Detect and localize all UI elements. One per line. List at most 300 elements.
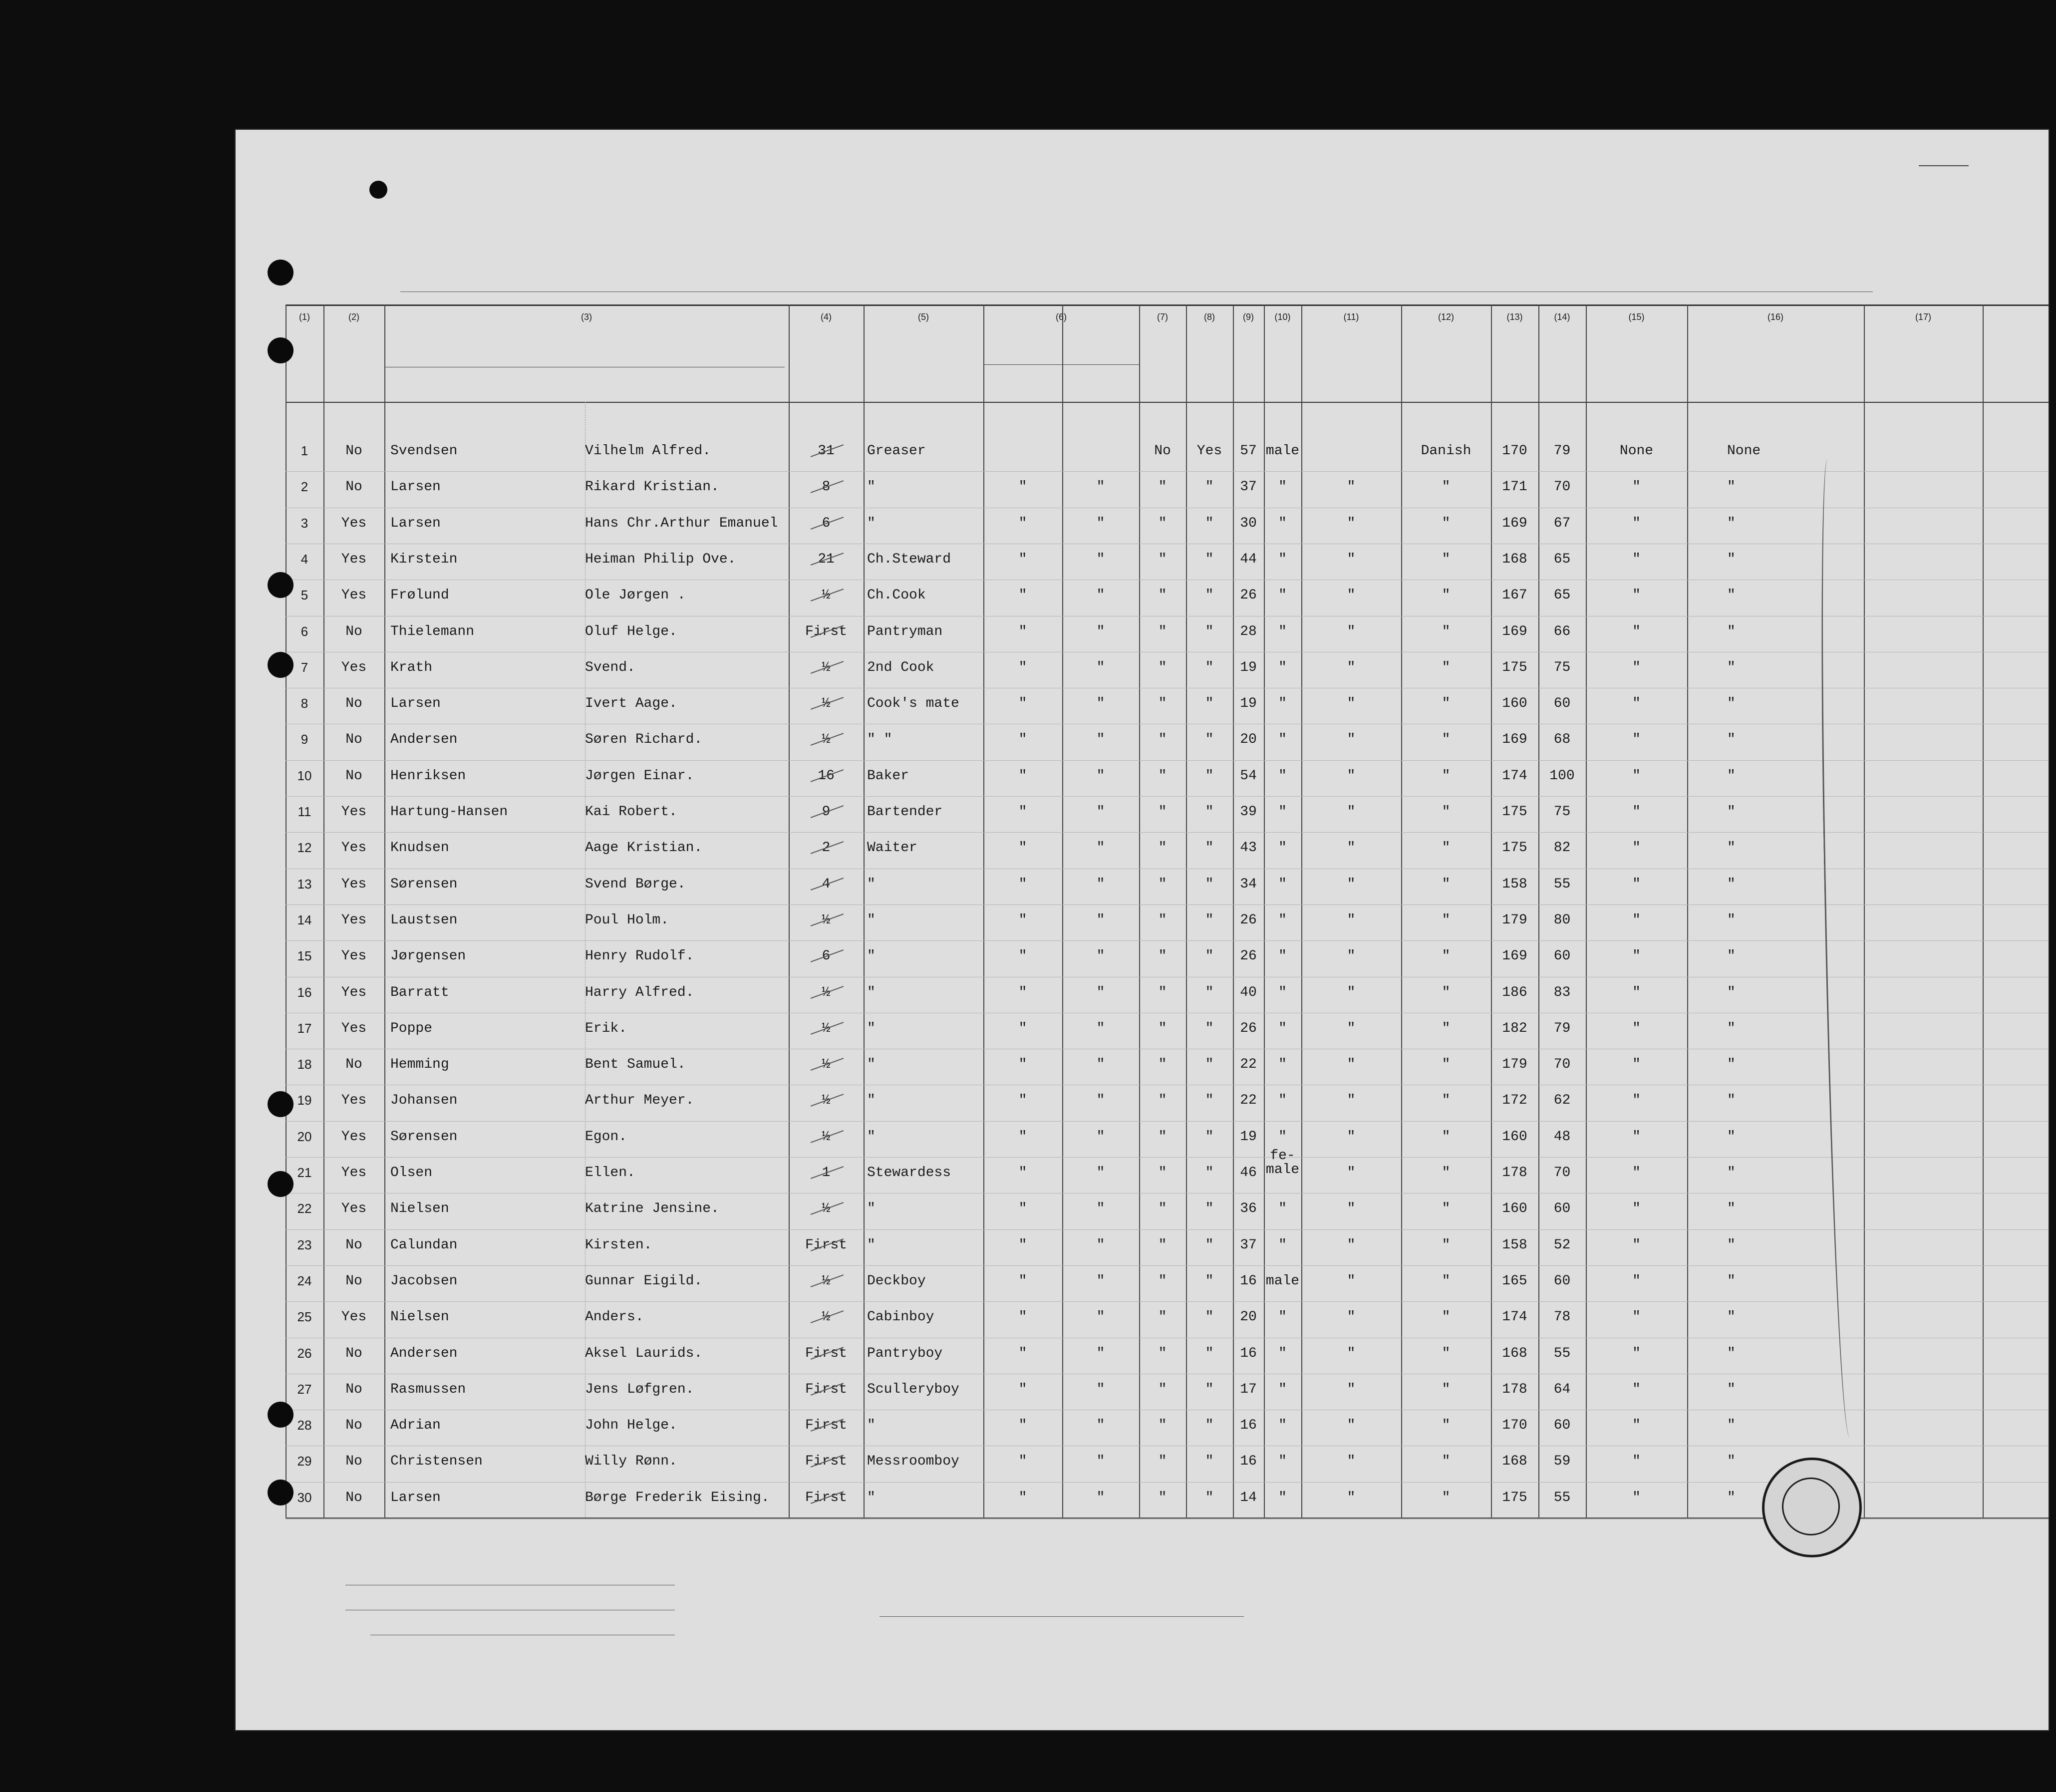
nationality-cell: " bbox=[1442, 1129, 1451, 1145]
shipped-where-cell: " bbox=[1096, 1129, 1105, 1145]
position-cell: Cabinboy bbox=[867, 1309, 934, 1325]
column-number: (11) bbox=[1343, 312, 1359, 322]
column-number: (8) bbox=[1204, 312, 1215, 322]
race-cell: " bbox=[1347, 515, 1356, 531]
nationality-cell: " bbox=[1442, 623, 1451, 639]
table-row bbox=[236, 512, 2049, 548]
race-cell: " bbox=[1347, 1237, 1356, 1253]
last-voyage-cell: No bbox=[345, 696, 362, 712]
family-name-cell: Andersen bbox=[390, 1345, 458, 1361]
row-number: 27 bbox=[297, 1381, 312, 1397]
service-cell: ½ bbox=[822, 732, 831, 748]
given-name-cell: Ellen. bbox=[585, 1165, 635, 1181]
able-to-read-cell: " bbox=[1205, 1057, 1214, 1073]
height-cell: 174 bbox=[1502, 768, 1527, 784]
race-cell: " bbox=[1347, 948, 1356, 964]
given-name-cell: Erik. bbox=[585, 1020, 627, 1036]
column-number: (2) bbox=[348, 312, 359, 322]
last-voyage-cell: No bbox=[345, 1381, 362, 1397]
row-number: 15 bbox=[297, 948, 312, 964]
able-to-read-cell: " bbox=[1205, 912, 1214, 928]
sex-cell: fe-male bbox=[1265, 1148, 1300, 1178]
sex-cell: " bbox=[1278, 1201, 1287, 1217]
remarks-cell: " bbox=[1727, 551, 1736, 567]
height-cell: 179 bbox=[1502, 912, 1527, 928]
table-row bbox=[236, 548, 2049, 584]
remarks-cell: " bbox=[1727, 1129, 1736, 1145]
weight-cell: 70 bbox=[1553, 1165, 1571, 1181]
given-name-cell: Arthur Meyer. bbox=[585, 1093, 694, 1109]
row-number: 18 bbox=[297, 1057, 312, 1072]
shipped-where-cell: " bbox=[1096, 1490, 1105, 1505]
weight-cell: 79 bbox=[1553, 443, 1571, 459]
given-name-cell: Søren Richard. bbox=[585, 732, 703, 748]
able-to-read-cell: " bbox=[1205, 479, 1214, 495]
sex-cell: " bbox=[1278, 1129, 1287, 1145]
table-row bbox=[236, 981, 2049, 1017]
able-to-read-cell: " bbox=[1205, 1093, 1214, 1109]
age-cell: 44 bbox=[1240, 551, 1257, 567]
able-to-read-cell: " bbox=[1205, 1418, 1214, 1434]
nationality-cell: " bbox=[1442, 912, 1451, 928]
discharged-cell: " bbox=[1158, 1093, 1167, 1109]
physical-marks-cell: " bbox=[1632, 1093, 1641, 1109]
shipped-where-cell: " bbox=[1096, 1165, 1105, 1181]
given-name-cell: Aksel Laurids. bbox=[585, 1345, 703, 1361]
sex-cell: " bbox=[1278, 1020, 1287, 1036]
last-voyage-cell: No bbox=[345, 623, 362, 639]
able-to-read-cell: " bbox=[1205, 1490, 1214, 1505]
discharged-cell: " bbox=[1158, 479, 1167, 495]
last-voyage-cell: No bbox=[345, 1418, 362, 1434]
discharged-cell: " bbox=[1158, 912, 1167, 928]
shipped-where-cell: " bbox=[1096, 1418, 1105, 1434]
last-voyage-cell: Yes bbox=[341, 948, 367, 964]
nationality-cell: " bbox=[1442, 876, 1451, 892]
row-number: 23 bbox=[297, 1237, 312, 1252]
weight-cell: 64 bbox=[1553, 1381, 1571, 1397]
discharged-cell: " bbox=[1158, 840, 1167, 856]
race-cell: " bbox=[1347, 876, 1356, 892]
height-cell: 160 bbox=[1502, 1201, 1527, 1217]
discharged-cell: " bbox=[1158, 804, 1167, 820]
sex-cell: " bbox=[1278, 1381, 1287, 1397]
nationality-cell: " bbox=[1442, 1093, 1451, 1109]
height-cell: 175 bbox=[1502, 659, 1527, 675]
height-cell: 170 bbox=[1502, 443, 1527, 459]
shipped-subheader-rule bbox=[984, 364, 1139, 365]
height-cell: 158 bbox=[1502, 1237, 1527, 1253]
remarks-cell: " bbox=[1727, 1237, 1736, 1253]
weight-cell: 60 bbox=[1553, 696, 1571, 712]
shipped-where-cell: " bbox=[1096, 1237, 1105, 1253]
position-cell: " " bbox=[867, 732, 892, 748]
shipped-where-cell: " bbox=[1096, 876, 1105, 892]
column-number: (5) bbox=[918, 312, 929, 322]
physical-marks-cell: " bbox=[1632, 1454, 1641, 1470]
able-to-read-cell: " bbox=[1205, 1129, 1214, 1145]
sheet-number bbox=[1919, 155, 1969, 170]
age-cell: 14 bbox=[1240, 1490, 1257, 1505]
height-cell: 169 bbox=[1502, 623, 1527, 639]
age-cell: 40 bbox=[1240, 984, 1257, 1000]
remarks-cell: " bbox=[1727, 623, 1736, 639]
remarks-cell: None bbox=[1727, 443, 1761, 459]
remarks-cell: " bbox=[1727, 804, 1736, 820]
physical-marks-cell: " bbox=[1632, 1381, 1641, 1397]
table-row bbox=[236, 439, 2049, 475]
shipped-when-cell: " bbox=[1018, 479, 1027, 495]
row-number: 26 bbox=[297, 1345, 312, 1361]
nationality-cell: " bbox=[1442, 1201, 1451, 1217]
family-name-cell: Henriksen bbox=[390, 768, 466, 784]
last-voyage-cell: No bbox=[345, 1490, 362, 1505]
physical-marks-cell: " bbox=[1632, 1237, 1641, 1253]
sex-cell: male bbox=[1265, 443, 1300, 459]
height-cell: 174 bbox=[1502, 1309, 1527, 1325]
row-number: 2 bbox=[300, 479, 308, 495]
race-cell: " bbox=[1347, 1057, 1356, 1073]
weight-cell: 60 bbox=[1553, 1273, 1571, 1289]
race-cell: " bbox=[1347, 479, 1356, 495]
sex-cell: " bbox=[1278, 1490, 1287, 1505]
height-cell: 171 bbox=[1502, 479, 1527, 495]
given-name-cell: Ivert Aage. bbox=[585, 696, 677, 712]
row-number: 5 bbox=[300, 588, 308, 603]
able-to-read-cell: " bbox=[1205, 1309, 1214, 1325]
shipped-where-cell: " bbox=[1096, 984, 1105, 1000]
race-cell: " bbox=[1347, 588, 1356, 603]
discharged-cell: " bbox=[1158, 1273, 1167, 1289]
service-cell: First bbox=[805, 1381, 847, 1397]
age-cell: 34 bbox=[1240, 876, 1257, 892]
given-name-cell: Kai Robert. bbox=[585, 804, 677, 820]
last-voyage-cell: No bbox=[345, 1057, 362, 1073]
given-name-cell: Jørgen Einar. bbox=[585, 768, 694, 784]
nationality-cell: " bbox=[1442, 696, 1451, 712]
header-bottom-rule bbox=[286, 402, 2049, 403]
given-name-cell: Gunnar Eigild. bbox=[585, 1273, 703, 1289]
shipped-when-cell: " bbox=[1018, 768, 1027, 784]
service-cell: ½ bbox=[822, 1093, 831, 1109]
sex-cell: " bbox=[1278, 623, 1287, 639]
table-row bbox=[236, 873, 2049, 908]
able-to-read-cell: " bbox=[1205, 1201, 1214, 1217]
last-voyage-cell: Yes bbox=[341, 876, 367, 892]
table-row bbox=[236, 1053, 2049, 1089]
discharged-cell: " bbox=[1158, 1165, 1167, 1181]
shipped-where-cell: " bbox=[1096, 515, 1105, 531]
discharged-cell: " bbox=[1158, 588, 1167, 603]
shipped-where-cell: " bbox=[1096, 1093, 1105, 1109]
column-number: (13) bbox=[1506, 312, 1523, 322]
shipped-when-cell: " bbox=[1018, 623, 1027, 639]
row-number: 28 bbox=[297, 1418, 312, 1433]
age-cell: 16 bbox=[1240, 1345, 1257, 1361]
age-cell: 26 bbox=[1240, 1020, 1257, 1036]
sex-cell: " bbox=[1278, 696, 1287, 712]
sex-cell: " bbox=[1278, 1345, 1287, 1361]
nationality-cell: " bbox=[1442, 1165, 1451, 1181]
weight-cell: 55 bbox=[1553, 1345, 1571, 1361]
binder-hole bbox=[268, 652, 294, 678]
physical-marks-cell: " bbox=[1632, 1165, 1641, 1181]
family-name-cell: Sørensen bbox=[390, 876, 458, 892]
given-name-cell: Aage Kristian. bbox=[585, 840, 703, 856]
nationality-cell: " bbox=[1442, 984, 1451, 1000]
remarks-cell: " bbox=[1727, 1273, 1736, 1289]
remarks-cell: " bbox=[1727, 948, 1736, 964]
sex-cell: male bbox=[1265, 1273, 1300, 1289]
age-cell: 17 bbox=[1240, 1381, 1257, 1397]
age-cell: 22 bbox=[1240, 1093, 1257, 1109]
position-cell: " bbox=[867, 1020, 876, 1036]
sex-cell: " bbox=[1278, 1237, 1287, 1253]
nationality-cell: " bbox=[1442, 1454, 1451, 1470]
nationality-cell: Danish bbox=[1421, 443, 1471, 459]
last-voyage-cell: No bbox=[345, 732, 362, 748]
binder-hole bbox=[268, 572, 294, 598]
table-row bbox=[236, 1017, 2049, 1053]
manifest-sheet bbox=[236, 130, 2049, 1730]
service-cell: First bbox=[805, 1237, 847, 1253]
service-cell: First bbox=[805, 1418, 847, 1434]
position-cell: " bbox=[867, 1093, 876, 1109]
age-cell: 16 bbox=[1240, 1273, 1257, 1289]
discharged-cell: " bbox=[1158, 1237, 1167, 1253]
remarks-cell: " bbox=[1727, 984, 1736, 1000]
shipped-when-cell: " bbox=[1018, 1201, 1027, 1217]
shipped-where-cell: " bbox=[1096, 623, 1105, 639]
column-number: (6) bbox=[1056, 312, 1067, 322]
remarks-cell: " bbox=[1727, 659, 1736, 675]
row-number: 14 bbox=[297, 912, 312, 927]
shipped-where-cell: " bbox=[1096, 768, 1105, 784]
race-cell: " bbox=[1347, 1381, 1356, 1397]
position-cell: Pantryboy bbox=[867, 1345, 943, 1361]
height-cell: 168 bbox=[1502, 1345, 1527, 1361]
shipped-where-cell: " bbox=[1096, 696, 1105, 712]
last-voyage-cell: No bbox=[345, 1345, 362, 1361]
sex-cell: " bbox=[1278, 804, 1287, 820]
last-voyage-cell: Yes bbox=[341, 804, 367, 820]
row-number: 7 bbox=[300, 659, 308, 675]
binder-hole bbox=[268, 1480, 294, 1505]
shipped-where-cell: " bbox=[1096, 948, 1105, 964]
shipped-when-cell: " bbox=[1018, 588, 1027, 603]
weight-cell: 62 bbox=[1553, 1093, 1571, 1109]
height-cell: 178 bbox=[1502, 1381, 1527, 1397]
nationality-cell: " bbox=[1442, 948, 1451, 964]
physical-marks-cell: " bbox=[1632, 623, 1641, 639]
last-voyage-cell: Yes bbox=[341, 1129, 367, 1145]
given-name-cell: Poul Holm. bbox=[585, 912, 669, 928]
race-cell: " bbox=[1347, 1454, 1356, 1470]
race-cell: " bbox=[1347, 1345, 1356, 1361]
nationality-cell: " bbox=[1442, 588, 1451, 603]
weight-cell: 60 bbox=[1553, 1201, 1571, 1217]
physical-marks-cell: " bbox=[1632, 768, 1641, 784]
column-number: (12) bbox=[1438, 312, 1454, 322]
height-cell: 165 bbox=[1502, 1273, 1527, 1289]
last-voyage-cell: Yes bbox=[341, 840, 367, 856]
physical-marks-cell: " bbox=[1632, 1129, 1641, 1145]
age-cell: 19 bbox=[1240, 1129, 1257, 1145]
last-voyage-cell: Yes bbox=[341, 551, 367, 567]
discharged-cell: " bbox=[1158, 1345, 1167, 1361]
agency-stamp bbox=[1762, 1458, 1862, 1557]
row-number: 16 bbox=[297, 984, 312, 1000]
nationality-cell: " bbox=[1442, 551, 1451, 567]
nationality-cell: " bbox=[1442, 768, 1451, 784]
row-number: 19 bbox=[297, 1093, 312, 1108]
discharged-cell: " bbox=[1158, 948, 1167, 964]
position-cell: " bbox=[867, 1201, 876, 1217]
row-number: 20 bbox=[297, 1129, 312, 1144]
last-voyage-cell: Yes bbox=[341, 1093, 367, 1109]
shipped-when-cell: " bbox=[1018, 984, 1027, 1000]
age-cell: 19 bbox=[1240, 696, 1257, 712]
service-cell: 2 bbox=[822, 840, 831, 856]
height-cell: 186 bbox=[1502, 984, 1527, 1000]
family-name-cell: Jacobsen bbox=[390, 1273, 458, 1289]
stamp-emblem bbox=[1782, 1478, 1840, 1535]
weight-cell: 83 bbox=[1553, 984, 1571, 1000]
service-cell: First bbox=[805, 1490, 847, 1505]
nationality-cell: " bbox=[1442, 479, 1451, 495]
nationality-cell: " bbox=[1442, 1309, 1451, 1325]
nationality-cell: " bbox=[1442, 804, 1451, 820]
physical-marks-cell: " bbox=[1632, 1345, 1641, 1361]
family-name-cell: Larsen bbox=[390, 479, 441, 495]
column-number: (17) bbox=[1915, 312, 1931, 322]
sex-cell: " bbox=[1278, 1057, 1287, 1073]
table-row bbox=[236, 692, 2049, 728]
discharged-cell: " bbox=[1158, 1381, 1167, 1397]
service-cell: 9 bbox=[822, 804, 831, 820]
sex-cell: " bbox=[1278, 732, 1287, 748]
age-cell: 16 bbox=[1240, 1418, 1257, 1434]
service-cell: First bbox=[805, 1345, 847, 1361]
able-to-read-cell: " bbox=[1205, 1237, 1214, 1253]
given-name-cell: John Helge. bbox=[585, 1418, 677, 1434]
height-cell: 175 bbox=[1502, 840, 1527, 856]
table-row bbox=[236, 1342, 2049, 1378]
position-cell: Messroomboy bbox=[867, 1454, 959, 1470]
row-number: 21 bbox=[297, 1165, 312, 1180]
sex-cell: " bbox=[1278, 1418, 1287, 1434]
physical-marks-cell: " bbox=[1632, 1490, 1641, 1505]
weight-cell: 60 bbox=[1553, 948, 1571, 964]
position-cell: Stewardess bbox=[867, 1165, 951, 1181]
family-name-cell: Thielemann bbox=[390, 623, 475, 639]
service-cell: ½ bbox=[822, 984, 831, 1000]
remarks-cell: " bbox=[1727, 1020, 1736, 1036]
last-voyage-cell: Yes bbox=[341, 912, 367, 928]
position-cell: " bbox=[867, 1129, 876, 1145]
discharged-cell: " bbox=[1158, 515, 1167, 531]
service-cell: First bbox=[805, 1454, 847, 1470]
position-cell: " bbox=[867, 515, 876, 531]
last-voyage-cell: Yes bbox=[341, 1309, 367, 1325]
family-name-cell: Johansen bbox=[390, 1093, 458, 1109]
row-number: 3 bbox=[300, 515, 308, 531]
discharged-cell: " bbox=[1158, 623, 1167, 639]
able-to-read-cell: " bbox=[1205, 1381, 1214, 1397]
able-to-read-cell: " bbox=[1205, 623, 1214, 639]
remarks-cell: " bbox=[1727, 1057, 1736, 1073]
shipped-where-cell: " bbox=[1096, 840, 1105, 856]
able-to-read-cell: " bbox=[1205, 1345, 1214, 1361]
family-name-cell: Larsen bbox=[390, 1490, 441, 1505]
sex-cell: " bbox=[1278, 551, 1287, 567]
physical-marks-cell: " bbox=[1632, 551, 1641, 567]
nationality-cell: " bbox=[1442, 1057, 1451, 1073]
sex-cell: " bbox=[1278, 515, 1287, 531]
table-row bbox=[236, 1197, 2049, 1233]
physical-marks-cell: " bbox=[1632, 876, 1641, 892]
discharged-cell: " bbox=[1158, 768, 1167, 784]
position-cell: Cook's mate bbox=[867, 696, 959, 712]
table-row bbox=[236, 1269, 2049, 1305]
family-name-cell: Knudsen bbox=[390, 840, 449, 856]
position-cell: " bbox=[867, 1490, 876, 1505]
able-to-read-cell: " bbox=[1205, 1020, 1214, 1036]
weight-cell: 65 bbox=[1553, 588, 1571, 603]
shipped-where-cell: " bbox=[1096, 912, 1105, 928]
family-name-cell: Olsen bbox=[390, 1165, 433, 1181]
sex-cell: " bbox=[1278, 948, 1287, 964]
physical-marks-cell: " bbox=[1632, 479, 1641, 495]
service-cell: ½ bbox=[822, 659, 831, 675]
age-cell: 46 bbox=[1240, 1165, 1257, 1181]
physical-marks-cell: " bbox=[1632, 984, 1641, 1000]
height-cell: 168 bbox=[1502, 1454, 1527, 1470]
row-number: 13 bbox=[297, 876, 312, 892]
shipped-when-cell: " bbox=[1018, 1020, 1027, 1036]
row-number: 29 bbox=[297, 1454, 312, 1469]
row-number: 8 bbox=[300, 696, 308, 711]
table-row bbox=[236, 764, 2049, 800]
shipped-when-cell: " bbox=[1018, 876, 1027, 892]
row-number: 17 bbox=[297, 1020, 312, 1036]
shipped-where-cell: " bbox=[1096, 551, 1105, 567]
nationality-cell: " bbox=[1442, 1020, 1451, 1036]
position-cell: 2nd Cook bbox=[867, 659, 934, 675]
service-cell: 16 bbox=[818, 768, 835, 784]
position-cell: " bbox=[867, 984, 876, 1000]
race-cell: " bbox=[1347, 696, 1356, 712]
table-top-rule bbox=[286, 304, 2049, 306]
sex-cell: " bbox=[1278, 1093, 1287, 1109]
given-name-cell: Willy Rønn. bbox=[585, 1454, 677, 1470]
binder-hole bbox=[268, 1402, 294, 1428]
family-name-cell: Hartung-Hansen bbox=[390, 804, 508, 820]
physical-marks-cell: " bbox=[1632, 804, 1641, 820]
physical-marks-cell: " bbox=[1632, 1418, 1641, 1434]
shipped-where-cell: " bbox=[1096, 732, 1105, 748]
shipped-when-cell: " bbox=[1018, 696, 1027, 712]
weight-cell: 52 bbox=[1553, 1237, 1571, 1253]
shipped-when-cell: " bbox=[1018, 840, 1027, 856]
race-cell: " bbox=[1347, 1309, 1356, 1325]
sex-cell: " bbox=[1278, 1454, 1287, 1470]
weight-cell: 66 bbox=[1553, 623, 1571, 639]
table-row bbox=[236, 584, 2049, 619]
race-cell: " bbox=[1347, 1020, 1356, 1036]
row-number: 25 bbox=[297, 1309, 312, 1325]
last-voyage-cell: Yes bbox=[341, 984, 367, 1000]
